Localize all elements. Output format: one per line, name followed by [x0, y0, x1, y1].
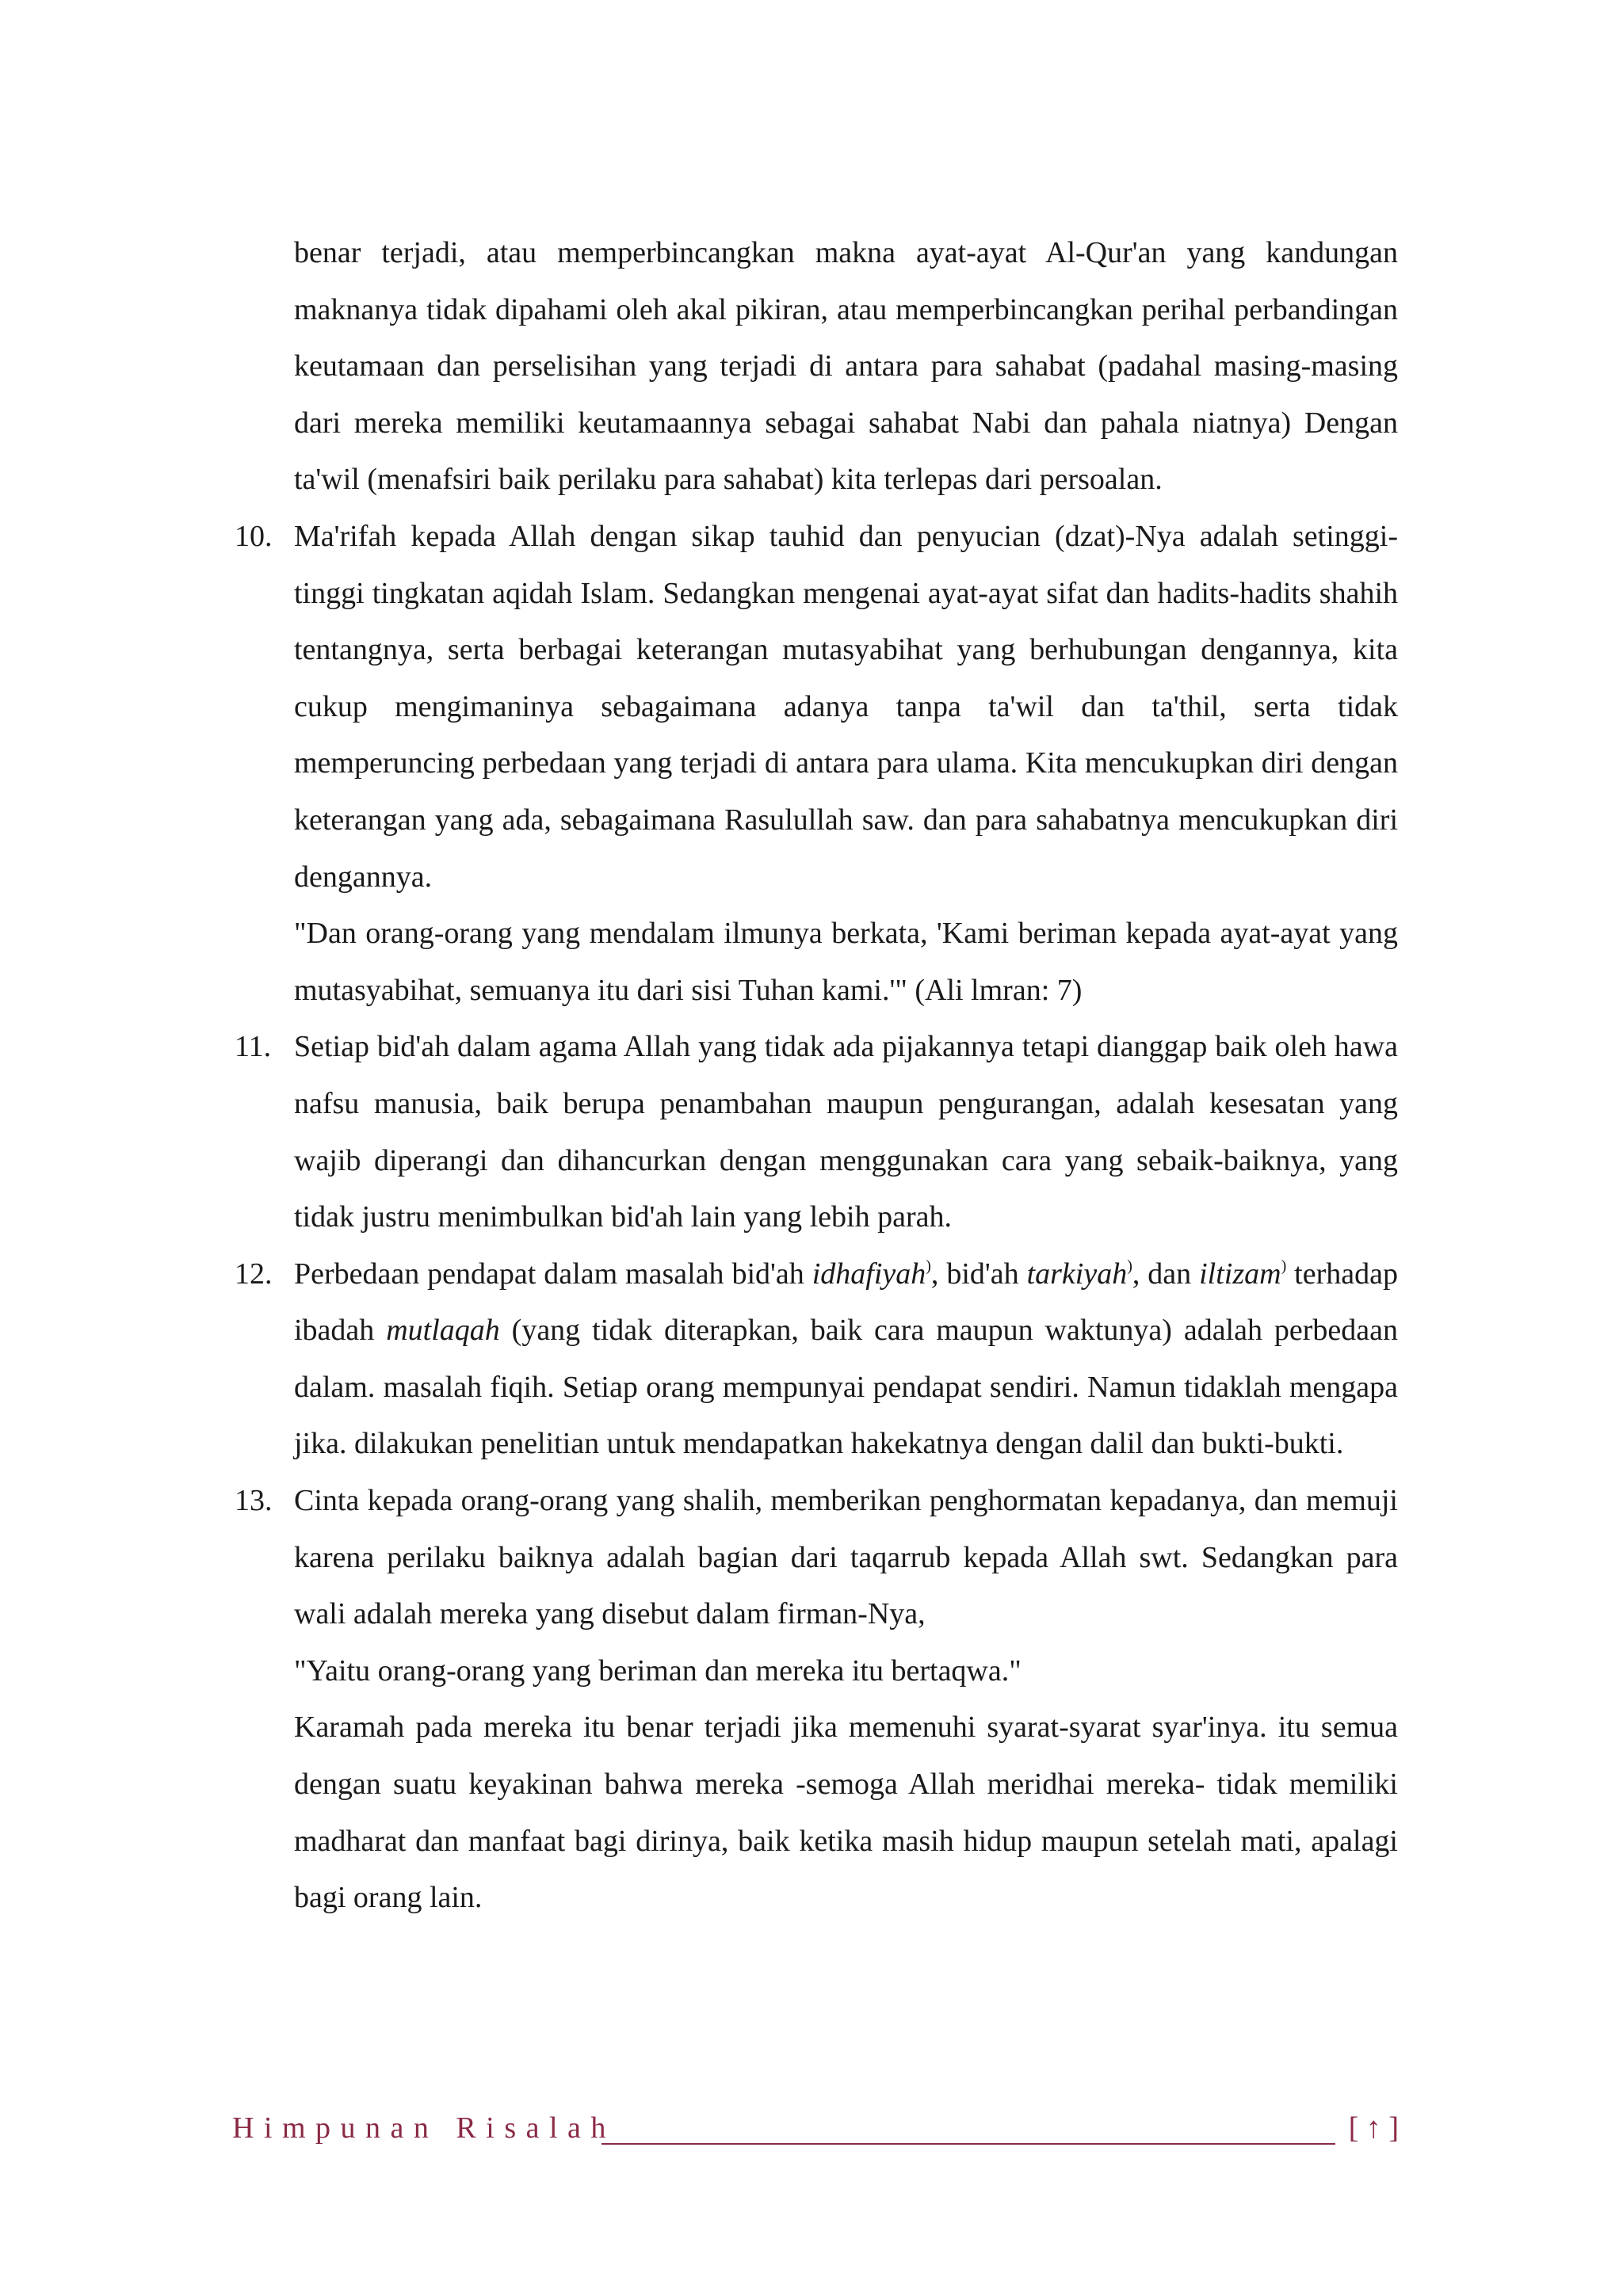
list-paragraph: Perbedaan pendapat dalam masalah bid'ah idhafiyah), bid'ah tarkiyah), dan iltizam) terhadap ibadah mutlaqah (yang tidak diterapkan, baik cara maupun waktunya) adalah perbedaan dalam. masalah fiqih. Setiap orang mempunyai pendapat sendiri. Namun tidaklah mengapa jika. dilakukan penelitian untuk mendapatkan hakekatnya dengan dalil dan bukti-bukti.: [294, 1257, 1398, 1461]
footnote-marker: ): [926, 1257, 931, 1275]
page-footer: [232, 2106, 1399, 2150]
term-mutlaqah: mutlaqah: [386, 1314, 500, 1348]
footnote-marker: ): [1127, 1257, 1132, 1275]
list-number: 13.: [235, 1484, 273, 1518]
list-number: 11.: [235, 1030, 272, 1064]
list-item-13: [235, 1473, 1398, 1927]
footer-divider: [601, 2143, 1335, 2145]
list-paragraph: Cinta kepada orang-orang yang shalih, memberikan penghormatan kepadanya, dan memuji karena perilaku baiknya adalah bagian dari taqarrub kepada Allah swt. Sedangkan para wali adalah mereka yang disebut dalam firman-Nya,: [294, 1484, 1398, 1631]
term-idhafiyah: idhafiyah: [812, 1257, 926, 1291]
list-item-10: [235, 509, 1398, 1019]
back-to-top-link[interactable]: [ ↑ ]: [1348, 2111, 1399, 2145]
list-paragraph: Setiap bid'ah dalam agama Allah yang tidak ada pijakannya tetapi dianggap baik oleh hawa nafsu manusia, baik berupa penambahan maupun pengurangan, adalah kesesatan yang wajib diperangi dan dihancurkan dengan menggunakan cara yang sebaik-baiknya, yang tidak justru menimbulkan bid'ah lain yang lebih parah.: [294, 1030, 1398, 1234]
quran-quote: "Yaitu orang-orang yang beriman dan mereka itu bertaqwa.": [294, 1653, 1022, 1688]
term-iltizam: iltizam: [1199, 1257, 1281, 1291]
list-number: 10.: [235, 519, 273, 553]
list-item-12: [235, 1246, 1398, 1473]
list-number: 12.: [235, 1257, 273, 1291]
list-item-11: [235, 1019, 1398, 1245]
list-paragraph: Karamah pada mereka itu benar terjadi jika memenuhi syarat-syarat syar'inya. itu semua dengan suatu keyakinan bahwa mereka -semoga Allah meridhai mereka- tidak memiliki madharat dan manfaat bagi dirinya, baik ketika masih hidup maupun setelah mati, apalagi bagi orang lain.: [294, 1711, 1398, 1915]
footnote-marker: ): [1281, 1257, 1287, 1275]
list-paragraph: Ma'rifah kepada Allah dengan sikap tauhid dan penyucian (dzat)-Nya adalah setinggi-tinggi tingkatan aqidah Islam. Sedangkan mengenai ayat-ayat sifat dan hadits-hadits shahih tentangnya, serta berbagai keterangan mutasyabihat yang berhubungan dengannya, kita cukup mengimaninya sebagaimana adanya tanpa ta'wil dan ta'thil, serta tidak memperuncing perbedaan yang terjadi di antara para ulama. Kita mencukupkan diri dengan keterangan yang ada, sebagaimana Rasulullah saw. dan para sahabatnya mencukupkan diri dengannya.: [294, 519, 1398, 894]
body-text: [235, 225, 1398, 1927]
intro-paragraph: benar terjadi, atau memperbincangkan makna ayat-ayat Al-Qur'an yang kandungan maknanya tidak dipahami oleh akal pikiran, atau memperbincangkan perihal perbandingan keutamaan dan perselisihan yang terjadi di antara para sahabat (padahal masing-masing dari mereka memiliki keutamaannya sebagai sahabat Nabi dan pahala niatnya) Dengan ta'wil (menafsiri baik perilaku para sahabat) kita terlepas dari persoalan.: [294, 236, 1398, 497]
quran-quote: "Dan orang-orang yang mendalam ilmunya berkata, 'Kami beriman kepada ayat-ayat yang mutasyabihat, semuanya itu dari sisi Tuhan kami.'" (Ali lmran: 7): [294, 917, 1398, 1007]
footer-title: Himpunan Risalah: [232, 2111, 616, 2145]
term-tarkiyah: tarkiyah: [1026, 1257, 1128, 1291]
